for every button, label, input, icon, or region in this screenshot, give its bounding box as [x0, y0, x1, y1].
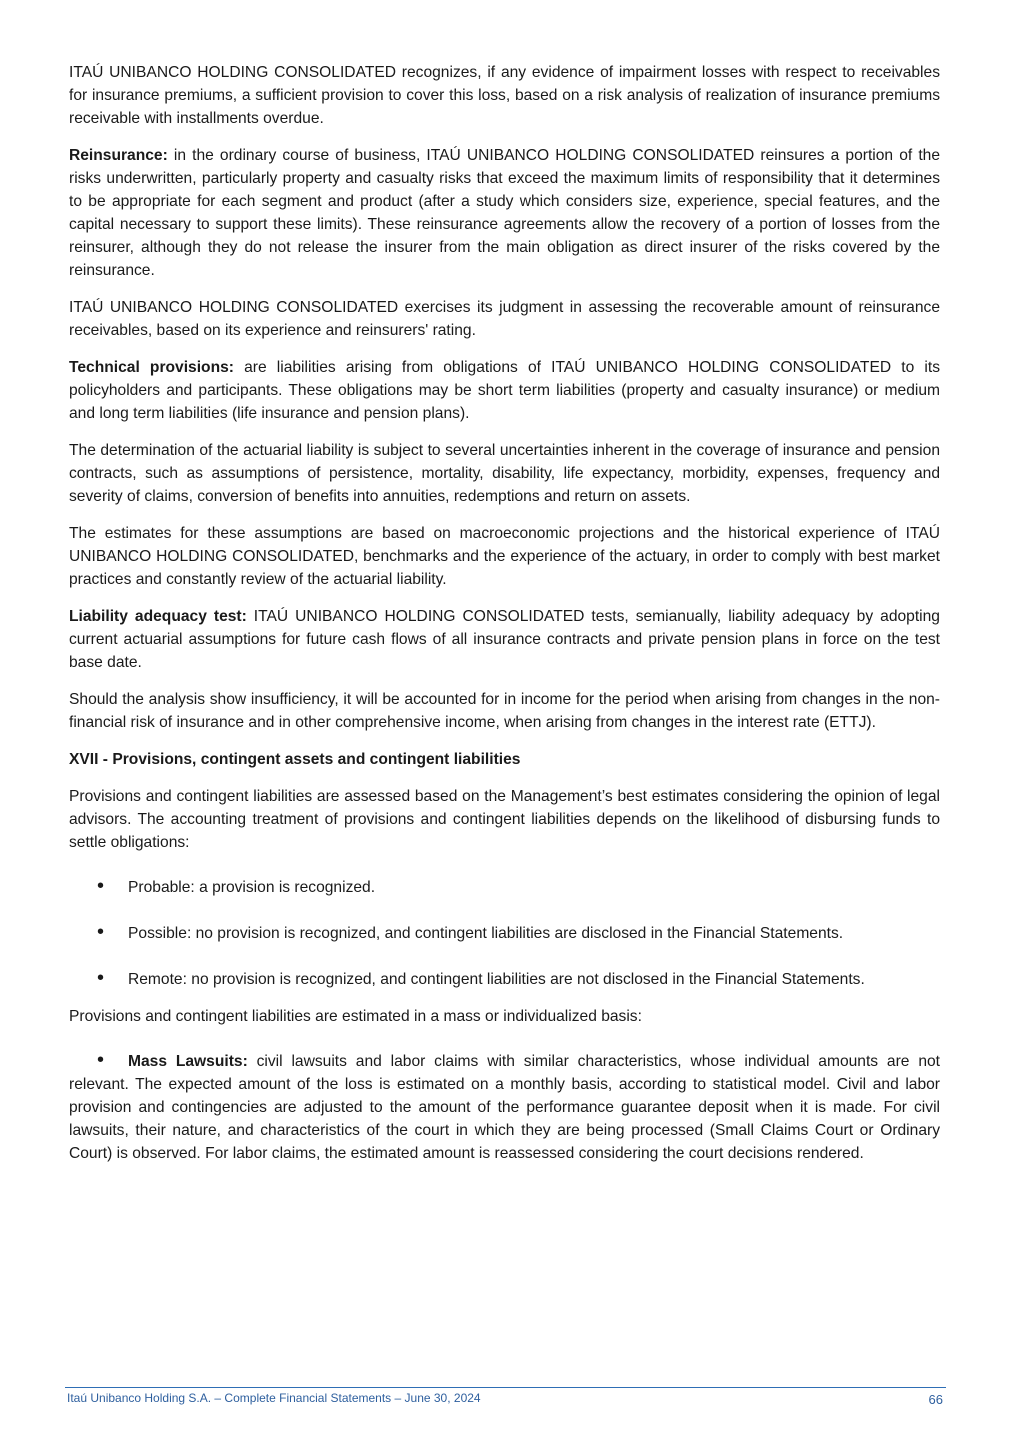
paragraph-liability-adequacy — [69, 605, 940, 674]
section-title: XVII - Provisions, contingent assets and contingent liabilities — [69, 751, 521, 768]
bullet-text: Remote: no provision is recognized, and contingent liabilities are not disclosed in the Financial Statements. — [128, 971, 865, 988]
bullet-icon: • — [97, 1049, 105, 1071]
paragraph-reinsurance — [69, 144, 940, 282]
reinsurance-label: Reinsurance: — [69, 147, 168, 164]
bullet-item-mass-lawsuits — [69, 1050, 940, 1165]
bullet-text: Probable: a provision is recognized. — [128, 879, 376, 896]
reinsurance-text: in the ordinary course of business, ITAÚ UNIBANCO HOLDING CONSOLIDATED reinsures a portion of the risks underwritten, particularly property and casualty risks that exceed the maximum limits of responsibility that it determines to be appropriate for each segment and product (after a study which considers size, experience, special features, and the capital necessary to support these limits). These reinsurance agreements allow the recovery of a portion of losses from the reinsurer, although they do not release the insurer from the main obligation as direct insurer of the risks covered by the reinsurance. — [69, 147, 940, 279]
page-content — [69, 61, 940, 1188]
bullet-item — [69, 922, 940, 945]
paragraph-insufficiency: Should the analysis show insufficiency, it will be accounted for in income for the period when arising from changes in the non-financial risk of insurance and in other comprehensive income, when arising from changes in the interest rate (ETTJ). — [69, 691, 940, 731]
technical-provisions-label: Technical provisions: — [69, 359, 234, 376]
bullet-icon: • — [97, 967, 105, 989]
liability-adequacy-label: Liability adequacy test: — [69, 608, 247, 625]
mass-lawsuits-label: Mass Lawsuits: — [128, 1053, 248, 1070]
bullet-text: Possible: no provision is recognized, and contingent liabilities are disclosed in the Financial Statements. — [128, 925, 844, 942]
bullet-item — [69, 968, 940, 991]
technical-provisions-text: are liabilities arising from obligations of ITAÚ UNIBANCO HOLDING CONSOLIDATED to its policyholders and participants. These obligations may be short term liabilities (property and casualty insurance) or medium and long term liabilities (life insurance and pension plans). — [69, 359, 941, 422]
page-number: 66 — [928, 1392, 943, 1407]
paragraph-provisions-assessment: Provisions and contingent liabilities are assessed based on the Management’s best estimates considering the opinion of legal advisors. The accounting treatment of provisions and contingent liabilities depends on the likelihood of disbursing funds to settle obligations: — [69, 788, 940, 851]
paragraph-reinsurance-judgment: ITAÚ UNIBANCO HOLDING CONSOLIDATED exercises its judgment in assessing the recoverable amount of reinsurance receivables, based on its experience and reinsurers' rating. — [69, 299, 940, 339]
paragraph-actuarial-liability: The determination of the actuarial liability is subject to several uncertainties inherent in the coverage of insurance and pension contracts, such as assumptions of persistence, mortality, disability, life expectancy, morbidity, expenses, frequency and severity of claims, conversion of benefits into annuities, redemptions and return on assets. — [69, 442, 940, 505]
paragraph-mass-individualized: Provisions and contingent liabilities are estimated in a mass or individualized basis: — [69, 1008, 642, 1025]
paragraph-technical-provisions — [69, 356, 940, 425]
bullet-icon: • — [97, 921, 105, 943]
footer-document-title: Itaú Unibanco Holding S.A. – Complete Financial Statements – June 30, 2024 — [67, 1391, 481, 1405]
footer-divider — [65, 1387, 946, 1388]
paragraph-impairment: ITAÚ UNIBANCO HOLDING CONSOLIDATED recognizes, if any evidence of impairment losses with respect to receivables for insurance premiums, a sufficient provision to cover this loss, based on a risk analysis of realization of insurance premiums receivable with installments overdue. — [69, 64, 940, 127]
bullet-item — [69, 876, 940, 899]
bullet-icon: • — [97, 875, 105, 897]
paragraph-estimates: The estimates for these assumptions are based on macroeconomic projections and the historical experience of ITAÚ UNIBANCO HOLDING CONSOLIDATED, benchmarks and the experience of the actuary, in order to comply with best market practices and constantly review of the actuarial liability. — [69, 525, 940, 588]
mass-lawsuits-text: civil lawsuits and labor claims with similar characteristics, whose individual amounts are not relevant. The expected amount of the loss is estimated on a monthly basis, according to statistical model. Civil and labor provision and contingencies are adjusted to the amount of the performance guarantee deposit when it is made. For civil lawsuits, their nature, and characteristics of the court in which they are being processed (Small Claims Court or Ordinary Court) is observed. For labor claims, the estimated amount is reassessed considering the court decisions rendered. — [69, 1053, 940, 1162]
liability-adequacy-text: ITAÚ UNIBANCO HOLDING CONSOLIDATED tests, semianually, liability adequacy by adopting current actuarial assumptions for future cash flows of all insurance contracts and private pension plans in force on the test base date. — [69, 608, 940, 671]
